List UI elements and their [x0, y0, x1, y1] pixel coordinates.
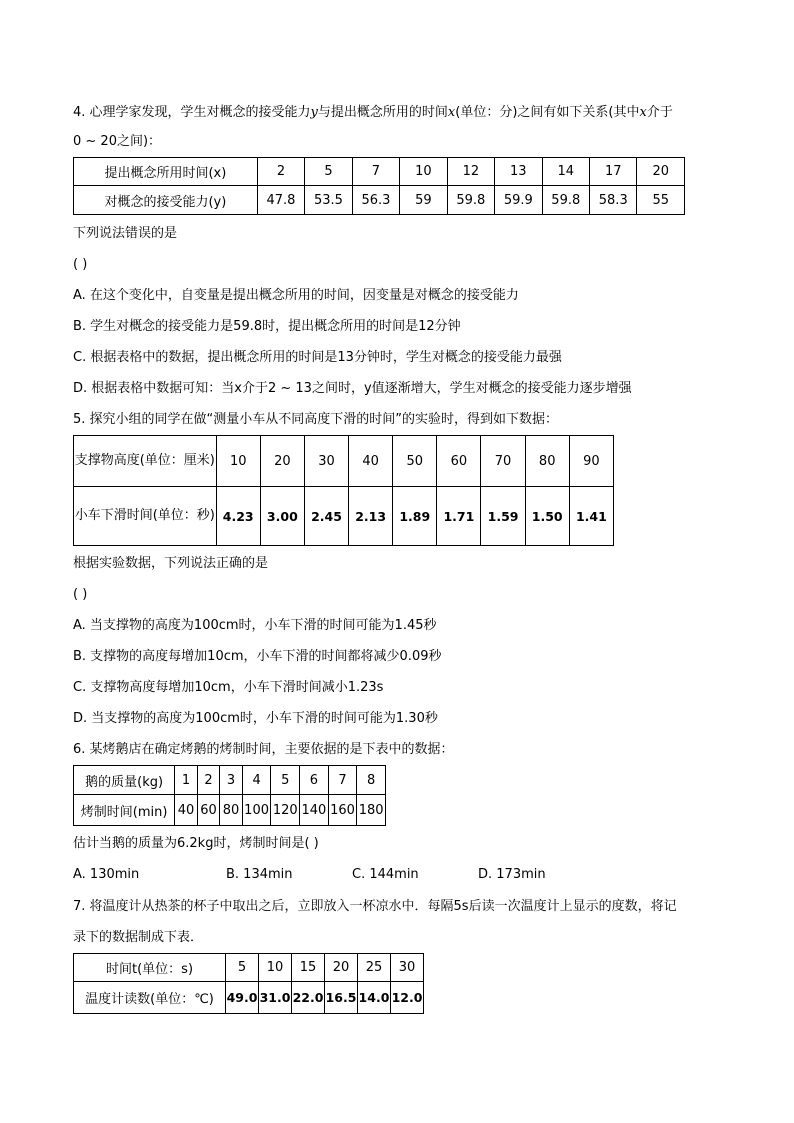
table-cell: 1.59 [481, 487, 525, 546]
q7-stem-line2: 录下的数据制成下表． [73, 930, 204, 945]
table-row [74, 436, 614, 487]
table-cell: 59 [400, 186, 447, 215]
table-cell: 4 [242, 766, 271, 795]
table-cell: 7 [328, 766, 357, 795]
q4-option-a: A. 在这个变化中，自变量是提出概念所用的时间，因变量是对概念的接受能力 [73, 288, 519, 303]
table-cell: 3.00 [260, 487, 304, 546]
table-cell: 53.5 [305, 186, 352, 215]
q7-row2-label: 温度计读数(单位：℃) [74, 982, 226, 1014]
q5-answer-paren: ( ) [73, 587, 88, 602]
table-cell: 49.0 [226, 982, 259, 1014]
table-cell: 16.5 [325, 982, 358, 1014]
q6-option-d: D. 173min [478, 867, 546, 882]
q4-stem [73, 104, 673, 122]
table-cell: 20 [637, 158, 685, 186]
table-cell: 60 [437, 436, 481, 487]
table-cell: 10 [216, 436, 260, 487]
table-cell: 10 [259, 954, 292, 982]
q6-prompt: 估计当鹅的质量为6.2kg时，烤制时间是( ) [73, 836, 319, 851]
table-cell: 31.0 [259, 982, 292, 1014]
table-cell: 90 [569, 436, 613, 487]
table-cell: 10 [400, 158, 447, 186]
table-cell: 1 [175, 766, 198, 795]
q4-answer-paren: ( ) [73, 257, 88, 272]
table-cell: 12.0 [390, 982, 423, 1014]
table-cell: 2 [197, 766, 220, 795]
table-cell: 1.41 [569, 487, 613, 546]
q4-option-c: C. 根据表格中的数据，提出概念所用的时间是13分钟时，学生对概念的接受能力最强 [73, 350, 562, 365]
q4-var-y: y [310, 105, 318, 120]
table-row [74, 487, 614, 546]
table-row [74, 982, 424, 1014]
table-cell: 70 [481, 436, 525, 487]
q4-row1-label: 提出概念所用时间(x) [74, 158, 258, 186]
table-cell: 14.0 [357, 982, 390, 1014]
q6-option-b: B. 134min [226, 867, 293, 882]
q4-row2-label: 对概念的接受能力(y) [74, 186, 258, 215]
q5-row2-label: 小车下滑时间(单位：秒) [74, 487, 217, 546]
table-cell: 120 [271, 795, 300, 826]
q7-data-table [73, 953, 424, 1014]
q4-data-table [73, 157, 685, 215]
table-cell: 59.8 [447, 186, 494, 215]
q5-option-b: B. 支撑物的高度每增加10cm，小车下滑的时间都将减少0.09秒 [73, 649, 442, 664]
table-cell: 47.8 [257, 186, 304, 215]
table-row [74, 158, 685, 186]
q5-row1-label: 支撑物高度(单位：厘米) [74, 436, 217, 487]
table-cell: 20 [325, 954, 358, 982]
table-cell: 30 [390, 954, 423, 982]
table-cell: 2.45 [304, 487, 348, 546]
q4-option-b: B. 学生对概念的接受能力是59.8时，提出概念所用的时间是12分钟 [73, 319, 461, 334]
table-cell: 59.9 [495, 186, 542, 215]
table-cell: 8 [357, 766, 386, 795]
q4-var-x: x [639, 105, 647, 120]
table-cell: 140 [300, 795, 329, 826]
table-cell: 56.3 [352, 186, 399, 215]
table-cell: 7 [352, 158, 399, 186]
table-cell: 1.50 [525, 487, 569, 546]
table-cell: 40 [175, 795, 198, 826]
q5-option-a: A. 当支撑物的高度为100cm时，小车下滑的时间可能为1.45秒 [73, 618, 437, 633]
table-cell: 2.13 [349, 487, 393, 546]
table-row [74, 795, 386, 826]
table-cell: 13 [495, 158, 542, 186]
q4-prompt: 下列说法错误的是 [73, 226, 178, 241]
q5-option-c: C. 支撑物高度每增加10cm，小车下滑时间减小1.23s [73, 680, 384, 695]
q5-data-table [73, 435, 614, 546]
q5-option-d: D. 当支撑物的高度为100cm时，小车下滑的时间可能为1.30秒 [73, 711, 438, 726]
table-cell: 12 [447, 158, 494, 186]
table-cell: 180 [357, 795, 386, 826]
q6-data-table [73, 765, 386, 826]
q6-option-c: C. 144min [352, 867, 419, 882]
q6-option-a: A. 130min [73, 867, 140, 882]
q4-var-x: x [447, 105, 456, 120]
table-cell: 5 [305, 158, 352, 186]
table-cell: 58.3 [590, 186, 637, 215]
table-cell: 4.23 [216, 487, 260, 546]
table-cell: 100 [242, 795, 271, 826]
table-cell: 30 [304, 436, 348, 487]
table-cell: 2 [257, 158, 304, 186]
table-row [74, 954, 424, 982]
table-cell: 59.8 [542, 186, 589, 215]
q6-stem: 6. 某烤鹅店在确定烤鹅的烤制时间，主要依据的是下表中的数据： [73, 742, 454, 757]
q7-row1-label: 时间t(单位：s) [74, 954, 226, 982]
table-cell: 14 [542, 158, 589, 186]
q4-stem-part: 介于 [646, 105, 673, 120]
table-cell: 55 [637, 186, 685, 215]
q4-stem-part: (单位：分)之间有如下关系(其中 [455, 105, 640, 120]
table-cell: 5 [226, 954, 259, 982]
q4-stem-part: 与提出概念所用的时间 [317, 105, 448, 120]
table-cell: 60 [197, 795, 220, 826]
table-cell: 20 [260, 436, 304, 487]
table-row [74, 186, 685, 215]
q5-stem: 5. 探究小组的同学在做“测量小车从不同高度下滑的时间”的实验时，得到如下数据： [73, 412, 559, 427]
table-cell: 6 [300, 766, 329, 795]
q5-prompt: 根据实验数据，下列说法正确的是 [73, 556, 269, 571]
table-cell: 80 [525, 436, 569, 487]
table-cell: 3 [220, 766, 243, 795]
table-cell: 25 [357, 954, 390, 982]
table-cell: 40 [349, 436, 393, 487]
table-row [74, 766, 386, 795]
table-cell: 80 [220, 795, 243, 826]
table-cell: 1.71 [437, 487, 481, 546]
table-cell: 22.0 [292, 982, 325, 1014]
table-cell: 160 [328, 795, 357, 826]
table-cell: 1.89 [393, 487, 437, 546]
q4-stem-line2: 0 ~ 20之间)： [73, 134, 162, 149]
q4-option-d: D. 根据表格中数据可知：当x介于2 ~ 13之间时，y值逐渐增大，学生对概念的接受能力逐步增强 [73, 381, 632, 396]
q4-stem-part: 4. 心理学家发现，学生对概念的接受能力 [73, 105, 311, 120]
table-cell: 5 [271, 766, 300, 795]
q6-row2-label: 烤制时间(min) [74, 795, 175, 826]
q7-stem: 7. 将温度计从热茶的杯子中取出之后，立即放入一杯凉水中．每隔5s后读一次温度计上显示的度数，将记 [73, 899, 677, 914]
table-cell: 15 [292, 954, 325, 982]
table-cell: 17 [590, 158, 637, 186]
q6-row1-label: 鹅的质量(kg) [74, 766, 175, 795]
table-cell: 50 [393, 436, 437, 487]
